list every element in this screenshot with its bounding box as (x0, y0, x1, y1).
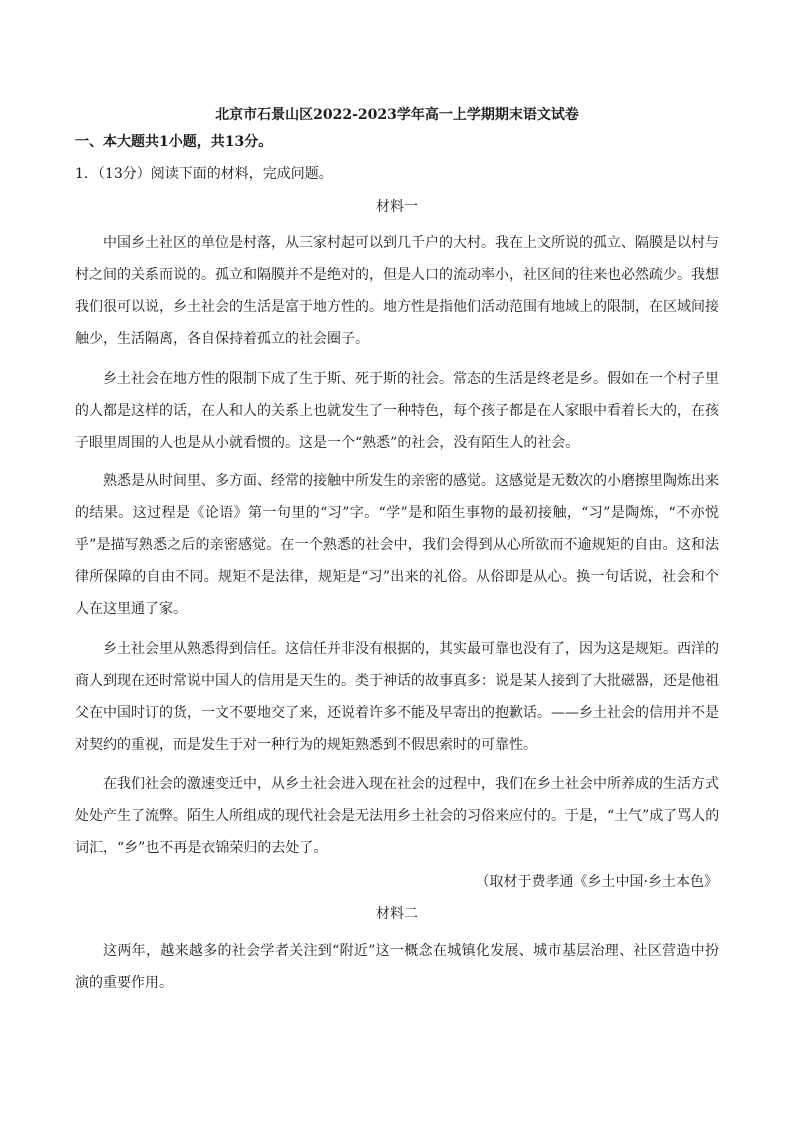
material-one-source: （取材于费孝通《乡土中国·乡土本色》 (475, 874, 718, 890)
paragraph-line: 熟悉是从时间里、多方面、经常的接触中所发生的亲密的感觉。这感觉是无数次的小磨擦里陶炼出来 (103, 473, 719, 489)
paragraph-line: 乡土社会里从熟悉得到信任。这信任并非没有根据的，其实最可靠也没有了，因为这是规矩。西洋的 (103, 641, 719, 657)
material-one-paragraph-1 (75, 227, 719, 355)
paragraph-line: 律所保障的自由不同。规矩不是法律，规矩是“习”出来的礼俗。从俗即是从心。换一句话说，社会和个 (75, 569, 719, 585)
material-two-paragraph-1 (75, 935, 719, 999)
paragraph-line: 乎”是描写熟悉之后的亲密感觉。在一个熟悉的社会中，我们会得到从心所欲而不逾规矩的自由。这和法 (75, 537, 719, 553)
material-one-heading: 材料一 (376, 199, 418, 215)
paragraph-line: 子眼里周围的人也是从小就看惯的。这是一个“熟悉”的社会，没有陌生人的社会。 (75, 435, 580, 451)
material-one-paragraph-3 (75, 465, 719, 625)
paragraph-line: 演的重要作用。 (75, 975, 173, 991)
material-one-paragraph-4 (75, 633, 719, 761)
material-two-heading: 材料二 (376, 906, 418, 922)
question-intro: 1．（13分）阅读下面的材料，完成问题。 (75, 166, 333, 182)
paragraph-line: 的人都是这样的话，在人和人的关系上也就发生了一种特色，每个孩子都是在人家眼中看着长大的，在孩 (75, 403, 719, 419)
paragraph-line: 触少，生活隔离，各自保持着孤立的社会圈子。 (75, 331, 369, 347)
paragraph-line: 乡土社会在地方性的限制下成了生于斯、死于斯的社会。常态的生活是终老是乡。假如在一个村子里 (103, 371, 719, 387)
paragraph-line: 商人到现在还时常说中国人的信用是天生的。类于神话的故事真多：说是某人接到了大批磁器，还是他祖 (75, 673, 719, 689)
section-heading: 一、本大题共1小题，共13分。 (75, 134, 273, 150)
paragraph-line: 父在中国时订的货，一文不要地交了来，还说着许多不能及早寄出的抱歉话。——乡土社会的信用并不是 (75, 705, 719, 721)
paragraph-line: 这两年，越来越多的社会学者关注到“附近”这一概念在城镇化发展、城市基层治理、社区营造中扮 (103, 943, 719, 959)
paragraph-line: 在我们社会的激速变迁中，从乡土社会进入现在社会的过程中，我们在乡土社会中所养成的生活方式 (103, 776, 719, 792)
paragraph-line: 的结果。这过程是《论语》第一句里的“习”字。“学”是和陌生事物的最初接触，“习”是陶炼，“不亦悦 (75, 505, 719, 521)
paragraph-line: 我们很可以说，乡土社会的生活是富于地方性的。地方性是指他们活动范围有地域上的限制，在区域间接 (75, 299, 719, 315)
paragraph-line: 人在这里通了家。 (75, 601, 187, 617)
paragraph-line: 对契约的重视，而是发生于对一种行为的规矩熟悉到不假思索时的可靠性。 (75, 737, 537, 753)
material-one-paragraph-5 (75, 768, 719, 864)
paragraph-line: 词汇，“乡”也不再是衣锦荣归的去处了。 (75, 840, 328, 856)
paragraph-line: 中国乡土社区的单位是村落，从三家村起可以到几千户的大村。我在上文所说的孤立、隔膜是以村与 (103, 235, 719, 251)
exam-title: 北京市石景山区2022-2023学年高一上学期期末语文试卷 (215, 107, 579, 123)
paragraph-line: 处处产生了流弊。陌生人所组成的现代社会是无法用乡土社会的习俗来应付的。于是，“土气”成了骂人的 (75, 808, 719, 824)
material-one-paragraph-2 (75, 363, 719, 459)
paragraph-line: 村之间的关系而说的。孤立和隔膜并不是绝对的，但是人口的流动率小，社区间的往来也必然疏少。我想 (75, 267, 719, 283)
